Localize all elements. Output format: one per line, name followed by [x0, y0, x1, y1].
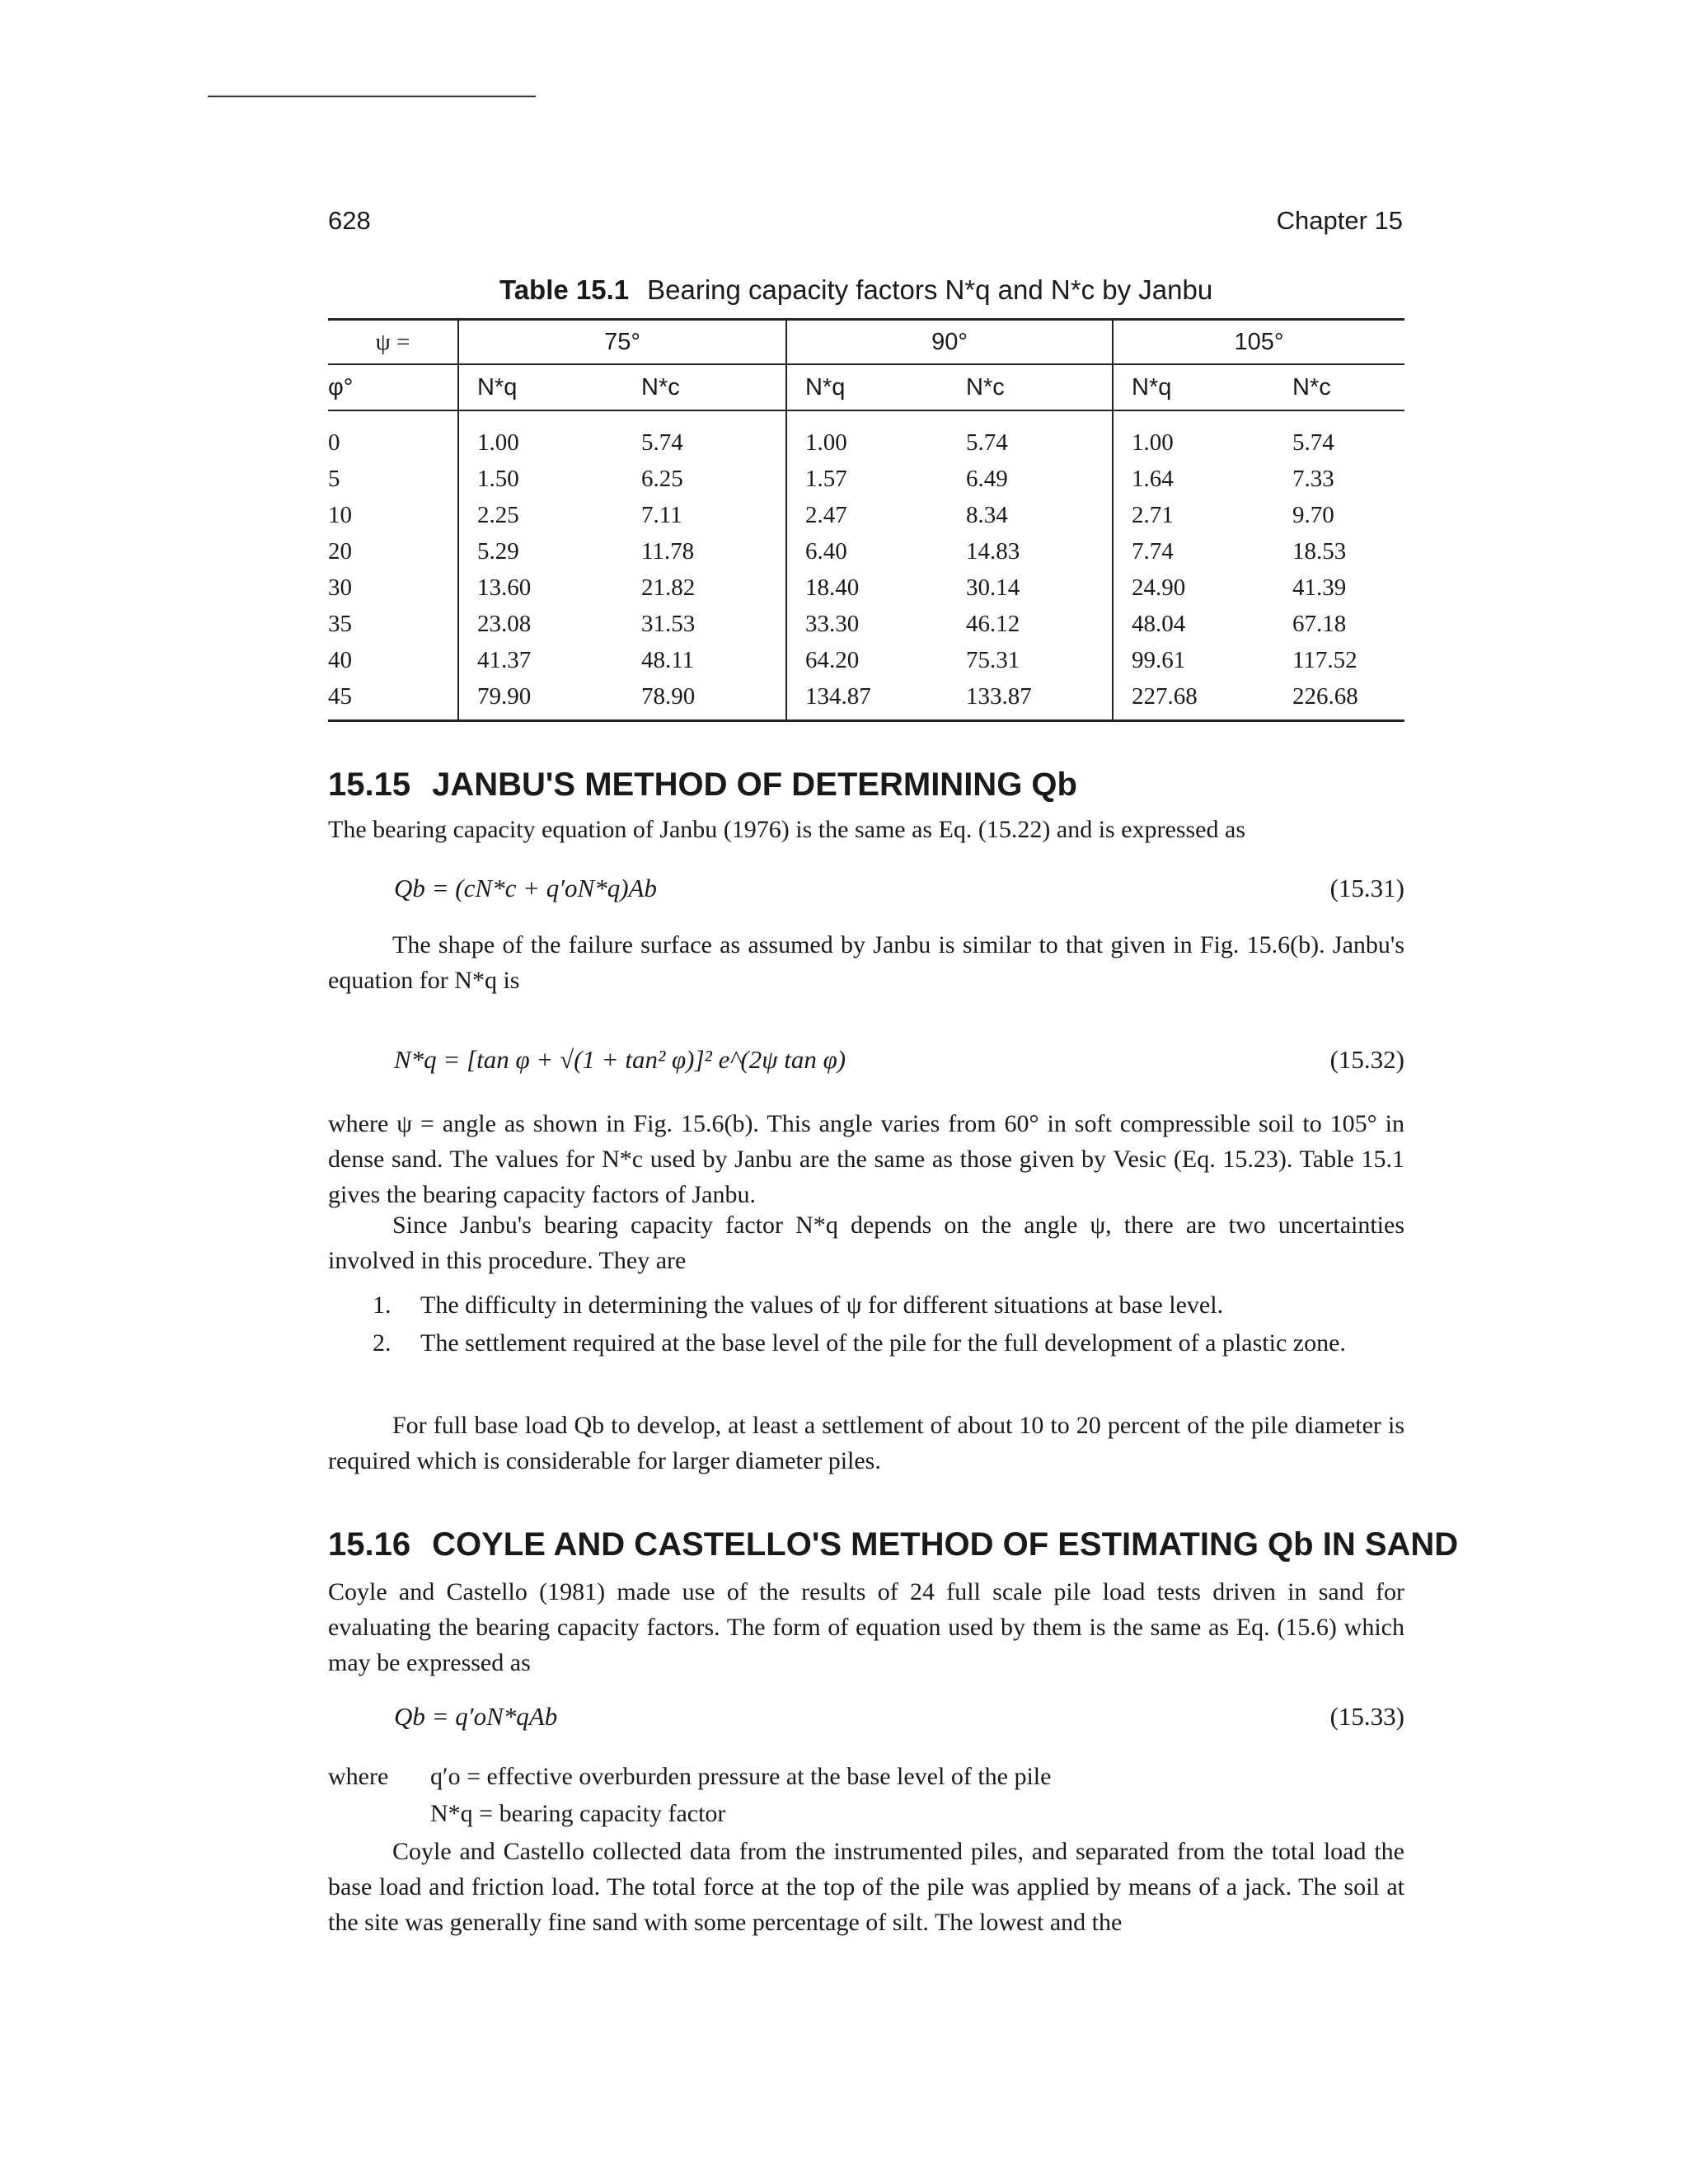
table-cell: 18.40	[786, 569, 948, 606]
table-cell: 2.71	[1113, 497, 1274, 533]
list-marker: 1.	[373, 1291, 392, 1319]
table-symbol-row	[328, 364, 1404, 410]
equation-expression: Qb = (cN*c + q′oN*q)Ab	[394, 874, 657, 902]
phi-label: φ°	[328, 364, 458, 410]
column-symbol: N*q	[786, 364, 948, 410]
table-cell: 13.60	[458, 569, 623, 606]
table-cell: 30.14	[966, 574, 1020, 601]
table-cell: 79.90	[458, 678, 623, 721]
table-cell: 5.29	[458, 533, 623, 569]
table-cell: 1.50	[458, 461, 623, 497]
table-cell: 1.00	[1113, 424, 1274, 461]
column-symbol: N*q	[1113, 364, 1274, 410]
paragraph: where ψ = angle as shown in Fig. 15.6(b). This angle varies from 60° in soft compressible soil to 105° in dense sand. The values for N*c used by Janbu are the same as those given by Vesic (Eq. 15.23). Table 15.1 gives the bearing capacity factors of Janbu.	[328, 1110, 1404, 1208]
table-cell: 10	[328, 501, 352, 528]
table-row	[328, 533, 1404, 569]
where-definition: N*q = bearing capacity factor	[430, 1800, 726, 1827]
psi-label: ψ =	[328, 320, 458, 365]
list-item	[373, 1287, 1404, 1323]
table-cell: 5.74	[1292, 429, 1334, 456]
page-number: 628	[328, 206, 371, 235]
table-cell: 78.90	[623, 678, 786, 721]
table-cell: 41.39	[1292, 574, 1347, 601]
paragraph: For full base load Qb to develop, at least a settlement of about 10 to 20 percent of the pile diameter is required which is considerable for larger diameter piles.	[328, 1412, 1404, 1474]
table-cell: 14.83	[966, 537, 1020, 565]
table-cell: 6.40	[786, 533, 948, 569]
table-cell: 48.04	[1113, 606, 1274, 642]
chapter-label: Chapter 15	[1276, 206, 1403, 235]
section-heading-15-15	[328, 766, 1077, 804]
equation-number: (15.31)	[1329, 874, 1404, 902]
table-cell: 134.87	[786, 678, 948, 721]
table-cell: 24.90	[1113, 569, 1274, 606]
column-symbol: N*c	[623, 364, 786, 410]
list-item	[373, 1325, 1404, 1361]
table-cell: 6.49	[966, 465, 1008, 492]
paragraph: Coyle and Castello collected data from the instrumented piles, and separated from the total load the base load and friction load. The total force at the top of the pile was applied by means of a jack. The soil at the site was generally fine sand with some percentage of silt. The lowest and the	[328, 1838, 1404, 1936]
column-symbol: N*q	[458, 364, 623, 410]
table-cell: 117.52	[1292, 646, 1357, 673]
equation-15-33	[394, 1702, 1404, 1732]
section-number: 15.15	[328, 766, 411, 803]
table-cell: 48.11	[641, 646, 695, 673]
table-cell: 75.31	[966, 646, 1020, 673]
angle-header: 90°	[786, 320, 1113, 365]
table-cell: 1.57	[786, 461, 948, 497]
table-row	[328, 569, 1404, 606]
table-caption	[499, 274, 1212, 306]
table-cell: 40	[328, 646, 352, 673]
table-cell: 31.53	[641, 610, 696, 637]
table-cell: 35	[328, 610, 352, 637]
equation-15-32	[394, 1045, 1404, 1075]
equation-number: (15.33)	[1329, 1702, 1404, 1731]
table-cell: 133.87	[948, 678, 1113, 721]
where-definition: q′o = effective overburden pressure at the base level of the pile	[430, 1763, 1052, 1790]
table-caption-text: Bearing capacity factors N*q and N*c by Janbu	[647, 274, 1213, 305]
section-title: JANBU'S METHOD OF DETERMINING Qb	[432, 766, 1077, 803]
paragraph: The shape of the failure surface as assumed by Janbu is similar to that given in Fig. 15.6(b). Janbu's equation for N*q is	[328, 931, 1404, 994]
section-heading-15-16	[328, 1526, 1458, 1563]
paragraph: Since Janbu's bearing capacity factor N*q depends on the angle ψ, there are two uncertainties involved in this procedure. They are	[328, 1212, 1404, 1274]
table-cell: 8.34	[966, 501, 1008, 528]
table-cell: 227.68	[1113, 678, 1274, 721]
list-text: The settlement required at the base level of the pile for the full development of a plastic zone.	[420, 1329, 1346, 1357]
list-text: The difficulty in determining the values of ψ for different situations at base level.	[420, 1291, 1224, 1319]
table-cell: 5.74	[641, 429, 683, 456]
column-symbol: N*c	[948, 364, 1113, 410]
table-row	[328, 606, 1404, 642]
table-cell: 7.74	[1113, 533, 1274, 569]
equation-expression: N*q = [tan φ + √(1 + tan² φ)]² e^(2ψ tan φ)	[394, 1045, 846, 1074]
table-caption-label: Table 15.1	[499, 274, 630, 305]
table-cell: 1.00	[786, 424, 948, 461]
table-cell: 67.18	[1292, 610, 1347, 637]
section-title: COYLE AND CASTELLO'S METHOD OF ESTIMATING Qb IN SAND	[432, 1526, 1459, 1563]
table-cell: 99.61	[1113, 642, 1274, 678]
table-cell: 64.20	[786, 642, 948, 678]
table-cell: 21.82	[641, 574, 696, 601]
angle-header: 105°	[1113, 320, 1404, 365]
paragraph: Coyle and Castello (1981) made use of the results of 24 full scale pile load tests driven in sand for evaluating the bearing capacity factors. The form of equation used by them is the same as Eq. (15.6) which may be expressed as	[328, 1578, 1404, 1676]
table-cell: 45	[328, 678, 458, 721]
table-cell: 23.08	[458, 606, 623, 642]
table-cell: 20	[328, 537, 352, 565]
table-cell: 2.25	[458, 497, 623, 533]
table-cell: 18.53	[1292, 537, 1347, 565]
list-marker: 2.	[373, 1329, 392, 1357]
section-number: 15.16	[328, 1526, 411, 1563]
where-block	[328, 1758, 1051, 1832]
where-label: where	[328, 1763, 389, 1790]
table-cell: 46.12	[966, 610, 1020, 637]
table-cell: 7.33	[1292, 465, 1334, 492]
table-spacer	[328, 410, 1404, 424]
table-row	[328, 678, 1404, 721]
bearing-capacity-table	[328, 318, 1404, 722]
top-rule	[208, 96, 536, 97]
table-cell: 41.37	[458, 642, 623, 678]
paragraph: The bearing capacity equation of Janbu (1976) is the same as Eq. (15.22) and is expressed as	[328, 816, 1245, 843]
equation-15-31	[394, 874, 1404, 903]
table-cell: 9.70	[1292, 501, 1334, 528]
column-symbol: N*c	[1274, 364, 1404, 410]
equation-expression: Qb = q′oN*qAb	[394, 1702, 558, 1731]
table-cell: 226.68	[1274, 678, 1404, 721]
table-row	[328, 497, 1404, 533]
table-cell: 33.30	[786, 606, 948, 642]
equation-number: (15.32)	[1329, 1045, 1404, 1074]
table-cell: 7.11	[641, 501, 682, 528]
table-row	[328, 424, 1404, 461]
table-cell: 5	[328, 465, 340, 492]
angle-header: 75°	[458, 320, 786, 365]
table-cell: 6.25	[641, 465, 683, 492]
table-row	[328, 642, 1404, 678]
table-cell: 30	[328, 574, 352, 601]
table-cell: 0	[328, 429, 340, 456]
table-cell: 1.00	[458, 424, 623, 461]
table-row	[328, 461, 1404, 497]
table-cell: 11.78	[641, 537, 695, 565]
table-cell: 5.74	[966, 429, 1008, 456]
table-angle-row	[328, 320, 1404, 365]
table-cell: 2.47	[786, 497, 948, 533]
table-cell: 1.64	[1113, 461, 1274, 497]
